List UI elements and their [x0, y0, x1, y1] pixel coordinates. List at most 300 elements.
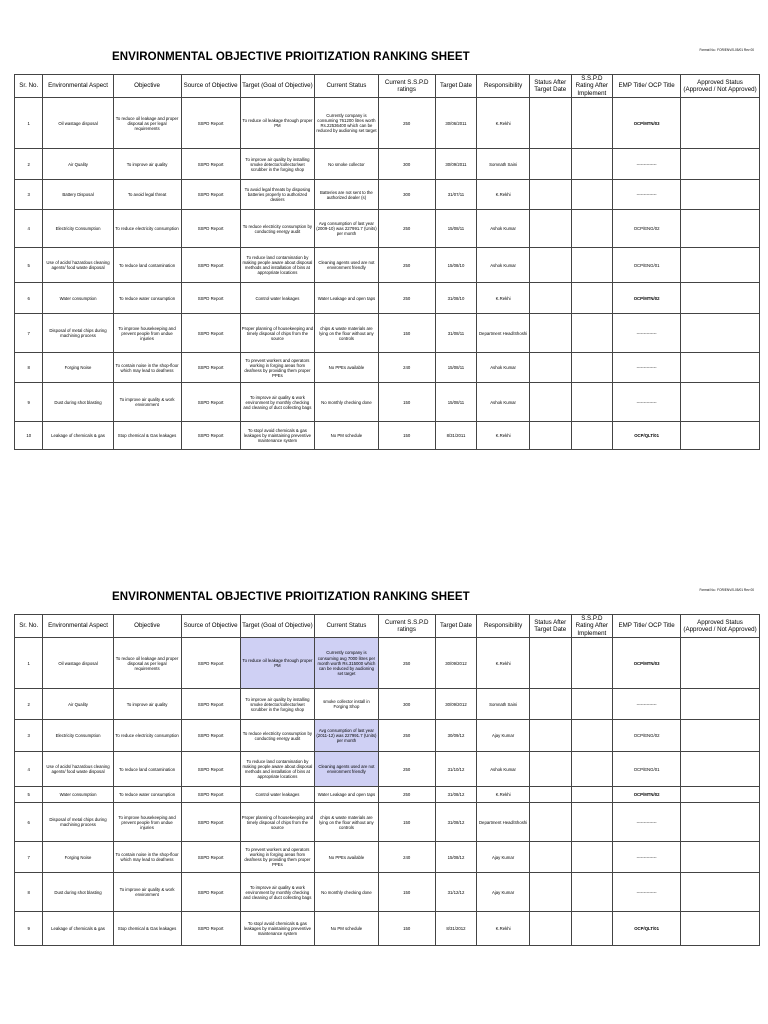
- cell-current-status: Water Leakage and open taps: [315, 283, 379, 314]
- cell-sr-no: 10: [15, 422, 43, 450]
- cell-target: Control water leakages: [240, 787, 315, 803]
- cell-sspd-rating-after: [571, 638, 613, 689]
- cell-approved-status: [681, 873, 760, 912]
- cell-sr-no: 9: [15, 383, 43, 422]
- cell-status-after-target-date: [529, 720, 571, 752]
- cell-current-sspd-rating: 240: [378, 353, 435, 383]
- cell-current-status: Avg consumption of last year (2011-12) was 227991.7 (Units) per month: [315, 720, 379, 752]
- cell-current-status: Water Leakage and open taps: [315, 787, 379, 803]
- cell-sspd-rating-after: [571, 314, 613, 353]
- cell-source-of-objective: SSPD Report: [181, 720, 240, 752]
- cell-emp-ocp-title: OCP/MTN/02: [613, 787, 681, 803]
- cell-approved-status: [681, 787, 760, 803]
- cell-objective: To reduce land contamination: [113, 248, 181, 283]
- cell-objective: To contain noise in the shop-floor which may lead to deafness: [113, 842, 181, 873]
- cell-target: To reduce electricity consumption by conducting energy audit: [240, 210, 315, 248]
- column-header-responsibility: Responsibility: [477, 615, 530, 638]
- cell-environmental-aspect: Forging Noise: [43, 842, 113, 873]
- header-row: [15, 75, 760, 98]
- cell-target: To prevent workers and operators working in forging areas from deafness by providing them proper PPEs: [240, 353, 315, 383]
- cell-target-date: 15/08/12: [435, 842, 477, 873]
- cell-emp-ocp-title: --------------: [613, 314, 681, 353]
- cell-sr-no: 6: [15, 803, 43, 842]
- cell-current-sspd-rating: 250: [378, 283, 435, 314]
- cell-objective: To improve housekeeping and prevent people from undue injuries: [113, 803, 181, 842]
- cell-sspd-rating-after: [571, 422, 613, 450]
- cell-objective: To reduce electricity consumption: [113, 720, 181, 752]
- cell-current-status: No PPEs available: [315, 842, 379, 873]
- cell-sr-no: 1: [15, 638, 43, 689]
- column-header-current-sspd-rating: Current S.S.P.D ratings: [378, 75, 435, 98]
- cell-source-of-objective: SSPD Report: [181, 283, 240, 314]
- column-header-status-after-target-date: Status After Target Date: [529, 615, 571, 638]
- cell-target-date: 15/08/11: [435, 383, 477, 422]
- cell-target: To improve air quality & work environment by monthly checking and cleaning of duct collecting bags: [240, 873, 315, 912]
- cell-target-date: 31/08/12: [435, 803, 477, 842]
- cell-source-of-objective: SSPD Report: [181, 149, 240, 180]
- cell-status-after-target-date: [529, 873, 571, 912]
- ranking-table: [14, 74, 760, 450]
- cell-responsibility: Department Head/Shoshi: [477, 803, 530, 842]
- table-body: [15, 98, 760, 450]
- cell-sr-no: 9: [15, 912, 43, 946]
- cell-status-after-target-date: [529, 314, 571, 353]
- cell-sspd-rating-after: [571, 353, 613, 383]
- cell-sr-no: 7: [15, 314, 43, 353]
- cell-approved-status: [681, 638, 760, 689]
- table-row: [15, 638, 760, 689]
- cell-objective: To reduce oil leakage and proper disposal as per legal requirements: [113, 638, 181, 689]
- cell-sr-no: 1: [15, 98, 43, 149]
- column-header-responsibility: Responsibility: [477, 75, 530, 98]
- cell-objective: To reduce water consumption: [113, 787, 181, 803]
- cell-current-status: chips & waste materials are lying on the floor without any controls: [315, 314, 379, 353]
- cell-current-sspd-rating: 250: [378, 787, 435, 803]
- cell-approved-status: [681, 353, 760, 383]
- cell-target: Proper planning of housekeeping and timely disposal of chips from the source: [240, 314, 315, 353]
- column-header-sspd-rating-after: S.S.P.D Rating After Implement: [571, 75, 613, 98]
- cell-target-date: 30/09/12: [435, 720, 477, 752]
- cell-target: To reduce oil leakage through proper PM: [240, 98, 315, 149]
- cell-emp-ocp-title: --------------: [613, 353, 681, 383]
- cell-sr-no: 2: [15, 149, 43, 180]
- cell-target: To stop/ avoid chemicals & gas leakages by maintaining preventive maintenance system: [240, 422, 315, 450]
- cell-environmental-aspect: Forging Noise: [43, 353, 113, 383]
- cell-source-of-objective: SSPD Report: [181, 180, 240, 210]
- table-row: [15, 752, 760, 787]
- cell-approved-status: [681, 752, 760, 787]
- sheet-title: ENVIRONMENTAL OBJECTIVE PRIOITIZATION RANKING SHEET: [112, 51, 470, 63]
- cell-target-date: 30/09/2012: [435, 638, 477, 689]
- cell-objective: To improve air quality: [113, 689, 181, 720]
- cell-status-after-target-date: [529, 210, 571, 248]
- cell-environmental-aspect: Leakage of chemicals & gas: [43, 422, 113, 450]
- cell-target-date: 30/09/2011: [435, 149, 477, 180]
- cell-emp-ocp-title: OCP/MTN/03: [613, 638, 681, 689]
- cell-environmental-aspect: Disposal of metal chips during machining process: [43, 803, 113, 842]
- cell-approved-status: [681, 689, 760, 720]
- cell-environmental-aspect: Water consumption: [43, 787, 113, 803]
- cell-source-of-objective: SSPD Report: [181, 314, 240, 353]
- cell-responsibility: K.Rekhi: [477, 180, 530, 210]
- cell-sr-no: 3: [15, 180, 43, 210]
- cell-sspd-rating-after: [571, 210, 613, 248]
- column-header-emp-ocp-title: EMP Title/ OCP Title: [613, 615, 681, 638]
- cell-source-of-objective: SSPD Report: [181, 98, 240, 149]
- cell-approved-status: [681, 149, 760, 180]
- cell-source-of-objective: SSPD Report: [181, 383, 240, 422]
- cell-environmental-aspect: Air Quality: [43, 149, 113, 180]
- cell-environmental-aspect: Oil wastage disposal: [43, 638, 113, 689]
- cell-responsibility: Ashok Kumar: [477, 752, 530, 787]
- cell-objective: Stop chemical & Gas leakages: [113, 422, 181, 450]
- cell-sr-no: 4: [15, 210, 43, 248]
- column-header-target: Target (Goal of Objective): [240, 75, 315, 98]
- cell-status-after-target-date: [529, 248, 571, 283]
- cell-current-status: Cleaning agents used are not environment friendly: [315, 752, 379, 787]
- cell-status-after-target-date: [529, 912, 571, 946]
- cell-sr-no: 2: [15, 689, 43, 720]
- cell-objective: To reduce water consumption: [113, 283, 181, 314]
- cell-current-sspd-rating: 250: [378, 720, 435, 752]
- cell-sspd-rating-after: [571, 787, 613, 803]
- cell-responsibility: Somnath Saini: [477, 689, 530, 720]
- cell-sspd-rating-after: [571, 803, 613, 842]
- cell-sr-no: 8: [15, 873, 43, 912]
- column-header-sspd-rating-after: S.S.P.D Rating After Implement: [571, 615, 613, 638]
- cell-target-date: 31/08/11: [435, 314, 477, 353]
- cell-objective: To avoid legal threat: [113, 180, 181, 210]
- cell-approved-status: [681, 283, 760, 314]
- cell-current-status: No PM schedule: [315, 912, 379, 946]
- cell-approved-status: [681, 314, 760, 353]
- cell-current-status: No smoke collector: [315, 149, 379, 180]
- cell-current-sspd-rating: 150: [378, 873, 435, 912]
- cell-status-after-target-date: [529, 842, 571, 873]
- cell-current-sspd-rating: 250: [378, 210, 435, 248]
- cell-status-after-target-date: [529, 422, 571, 450]
- table-row: [15, 149, 760, 180]
- cell-status-after-target-date: [529, 689, 571, 720]
- cell-source-of-objective: SSPD Report: [181, 689, 240, 720]
- cell-emp-ocp-title: OCP/ENG/01: [613, 752, 681, 787]
- cell-sspd-rating-after: [571, 98, 613, 149]
- table-row: [15, 248, 760, 283]
- cell-objective: To improve air quality & work environment: [113, 383, 181, 422]
- cell-source-of-objective: SSPD Report: [181, 873, 240, 912]
- cell-target: Control water leakages: [240, 283, 315, 314]
- table-row: [15, 314, 760, 353]
- column-header-target: Target (Goal of Objective): [240, 615, 315, 638]
- cell-status-after-target-date: [529, 283, 571, 314]
- cell-approved-status: [681, 383, 760, 422]
- column-header-current-status: Current Status: [315, 615, 379, 638]
- cell-target-date: 8/31/2012: [435, 912, 477, 946]
- cell-current-sspd-rating: 150: [378, 912, 435, 946]
- cell-sspd-rating-after: [571, 383, 613, 422]
- cell-current-status: No PPEs available: [315, 353, 379, 383]
- cell-current-status: smoke collector install in Forging Shop: [315, 689, 379, 720]
- cell-responsibility: Somnath Saini: [477, 149, 530, 180]
- cell-target: To improve air quality & work environment by monthly checking and cleaning of duct collecting bags: [240, 383, 315, 422]
- cell-responsibility: K.Rekhi: [477, 787, 530, 803]
- cell-environmental-aspect: Air Quality: [43, 689, 113, 720]
- cell-sr-no: 8: [15, 353, 43, 383]
- cell-current-sspd-rating: 250: [378, 752, 435, 787]
- table-row: [15, 787, 760, 803]
- cell-target: To avoid legal threats by disposing batteries properly to authorized dealers: [240, 180, 315, 210]
- cell-sr-no: 3: [15, 720, 43, 752]
- cell-environmental-aspect: Dust during shot blasting: [43, 873, 113, 912]
- cell-current-sspd-rating: 150: [378, 422, 435, 450]
- cell-current-status: Cleaning agents used are not environment friendly: [315, 248, 379, 283]
- cell-emp-ocp-title: --------------: [613, 383, 681, 422]
- cell-emp-ocp-title: OCP/MTN/03: [613, 98, 681, 149]
- cell-sr-no: 7: [15, 842, 43, 873]
- cell-status-after-target-date: [529, 787, 571, 803]
- cell-objective: To reduce oil leakage and proper disposal as per legal requirements: [113, 98, 181, 149]
- cell-target-date: 31/10/12: [435, 752, 477, 787]
- cell-status-after-target-date: [529, 353, 571, 383]
- cell-sr-no: 6: [15, 283, 43, 314]
- table-row: [15, 383, 760, 422]
- cell-current-sspd-rating: 150: [378, 314, 435, 353]
- column-header-status-after-target-date: Status After Target Date: [529, 75, 571, 98]
- format-number: Format No.: FOR/ENV/0-05/01 Rev 00: [699, 48, 754, 52]
- column-header-approved-status: Approved Status (Approved / Not Approved): [681, 75, 760, 98]
- column-header-sr-no: Sr. No.: [15, 75, 43, 98]
- cell-current-status: Currently company is consuming avg 7000 litres per month worth Rs.315000 which can be reduced by audioning set target: [315, 638, 379, 689]
- cell-sr-no: 5: [15, 248, 43, 283]
- cell-source-of-objective: SSPD Report: [181, 752, 240, 787]
- cell-current-status: Avg consumption of last year (2009-10) was 227991.7 (Units) per month: [315, 210, 379, 248]
- cell-sr-no: 4: [15, 752, 43, 787]
- cell-approved-status: [681, 98, 760, 149]
- cell-status-after-target-date: [529, 98, 571, 149]
- cell-sspd-rating-after: [571, 912, 613, 946]
- cell-target: Proper planning of housekeeping and timely disposal of chips from the source: [240, 803, 315, 842]
- cell-source-of-objective: SSPD Report: [181, 210, 240, 248]
- cell-source-of-objective: SSPD Report: [181, 912, 240, 946]
- table-row: [15, 803, 760, 842]
- cell-environmental-aspect: Electricity Consumption: [43, 720, 113, 752]
- cell-target-date: 15/08/11: [435, 210, 477, 248]
- cell-target: To reduce electricity consumption by conducting energy audit: [240, 720, 315, 752]
- cell-responsibility: K.Rekhi: [477, 422, 530, 450]
- cell-status-after-target-date: [529, 383, 571, 422]
- table-row: [15, 912, 760, 946]
- cell-environmental-aspect: Battery Disposal: [43, 180, 113, 210]
- cell-target: To reduce land contamination by making people aware about disposal methods and installation of bins at appropriate locations: [240, 752, 315, 787]
- format-number: Format No.: FOR/ENV/0-05/01 Rev 00: [699, 588, 754, 592]
- cell-current-status: Batteries are not sent to the authorized dealer (s): [315, 180, 379, 210]
- cell-responsibility: Ashok Kumar: [477, 210, 530, 248]
- column-header-current-sspd-rating: Current S.S.P.D ratings: [378, 615, 435, 638]
- cell-responsibility: Ajay Kumar: [477, 720, 530, 752]
- cell-source-of-objective: SSPD Report: [181, 638, 240, 689]
- cell-current-status: No monthly checking done: [315, 383, 379, 422]
- cell-objective: To improve housekeeping and prevent people from undue injuries: [113, 314, 181, 353]
- table-row: [15, 180, 760, 210]
- cell-target-date: 31/08/12: [435, 787, 477, 803]
- cell-approved-status: [681, 803, 760, 842]
- cell-current-sspd-rating: 150: [378, 383, 435, 422]
- cell-objective: To reduce electricity consumption: [113, 210, 181, 248]
- cell-current-status: No PM schedule: [315, 422, 379, 450]
- cell-sr-no: 5: [15, 787, 43, 803]
- cell-environmental-aspect: Leakage of chemicals & gas: [43, 912, 113, 946]
- column-header-target-date: Target Date: [435, 615, 477, 638]
- cell-target: To reduce oil leakage through proper PM: [240, 638, 315, 689]
- cell-responsibility: Ajay Kumar: [477, 842, 530, 873]
- table-row: [15, 689, 760, 720]
- cell-emp-ocp-title: OCP/QLT/01: [613, 422, 681, 450]
- sheet-title: ENVIRONMENTAL OBJECTIVE PRIOITIZATION RANKING SHEET: [112, 591, 470, 603]
- cell-sspd-rating-after: [571, 873, 613, 912]
- cell-responsibility: Department Head/Shoshi: [477, 314, 530, 353]
- ranking-table: [14, 614, 760, 946]
- cell-objective: Stop chemical & Gas leakages: [113, 912, 181, 946]
- cell-target-date: 8/31/2011: [435, 422, 477, 450]
- column-header-source-of-objective: Source of Objective: [181, 75, 240, 98]
- cell-current-sspd-rating: 240: [378, 842, 435, 873]
- cell-objective: To reduce land contamination: [113, 752, 181, 787]
- cell-approved-status: [681, 842, 760, 873]
- column-header-target-date: Target Date: [435, 75, 477, 98]
- cell-current-sspd-rating: 300: [378, 149, 435, 180]
- cell-responsibility: K.Rekhi: [477, 638, 530, 689]
- cell-sspd-rating-after: [571, 283, 613, 314]
- cell-sspd-rating-after: [571, 720, 613, 752]
- cell-source-of-objective: SSPD Report: [181, 842, 240, 873]
- cell-responsibility: Ashok Kumar: [477, 353, 530, 383]
- cell-emp-ocp-title: --------------: [613, 803, 681, 842]
- cell-emp-ocp-title: OCP/ENG/01: [613, 248, 681, 283]
- cell-status-after-target-date: [529, 638, 571, 689]
- cell-current-sspd-rating: 250: [378, 248, 435, 283]
- cell-current-status: Currently company is consuming 761200 litres worth Rs.22536400 which can be reduced by audioning set target: [315, 98, 379, 149]
- cell-source-of-objective: SSPD Report: [181, 353, 240, 383]
- cell-current-sspd-rating: 250: [378, 638, 435, 689]
- cell-target: To improve air quality by installing smoke detector/collector/wet scrubber in the forging shop: [240, 689, 315, 720]
- table-row: [15, 353, 760, 383]
- column-header-sr-no: Sr. No.: [15, 615, 43, 638]
- table-row: [15, 210, 760, 248]
- column-header-objective: Objective: [113, 75, 181, 98]
- cell-target: To stop/ avoid chemicals & gas leakages by maintaining preventive maintenance system: [240, 912, 315, 946]
- cell-target-date: 31/12/12: [435, 873, 477, 912]
- cell-objective: To contain noise in the shop-floor which may lead to deafness: [113, 353, 181, 383]
- cell-target: To prevent workers and operators working in forging areas from deafness by providing them proper PPEs: [240, 842, 315, 873]
- cell-emp-ocp-title: OCP/MTN/02: [613, 283, 681, 314]
- cell-emp-ocp-title: --------------: [613, 842, 681, 873]
- cell-responsibility: K.Rekhi: [477, 912, 530, 946]
- cell-responsibility: Ashok Kumar: [477, 248, 530, 283]
- cell-status-after-target-date: [529, 803, 571, 842]
- cell-emp-ocp-title: --------------: [613, 149, 681, 180]
- cell-current-sspd-rating: 150: [378, 803, 435, 842]
- cell-emp-ocp-title: --------------: [613, 689, 681, 720]
- column-header-source-of-objective: Source of Objective: [181, 615, 240, 638]
- cell-sspd-rating-after: [571, 752, 613, 787]
- cell-source-of-objective: SSPD Report: [181, 248, 240, 283]
- cell-current-sspd-rating: 300: [378, 180, 435, 210]
- table-row: [15, 98, 760, 149]
- table-row: [15, 422, 760, 450]
- cell-target-date: 30/09/2012: [435, 689, 477, 720]
- cell-emp-ocp-title: OCP/QLT/01: [613, 912, 681, 946]
- cell-source-of-objective: SSPD Report: [181, 787, 240, 803]
- cell-sspd-rating-after: [571, 248, 613, 283]
- cell-source-of-objective: SSPD Report: [181, 422, 240, 450]
- cell-status-after-target-date: [529, 752, 571, 787]
- cell-environmental-aspect: Oil wastage disposal: [43, 98, 113, 149]
- cell-sspd-rating-after: [571, 149, 613, 180]
- cell-status-after-target-date: [529, 180, 571, 210]
- cell-responsibility: K.Rekhi: [477, 283, 530, 314]
- cell-approved-status: [681, 180, 760, 210]
- cell-target-date: 15/08/10: [435, 248, 477, 283]
- cell-emp-ocp-title: --------------: [613, 180, 681, 210]
- cell-sspd-rating-after: [571, 180, 613, 210]
- table-row: [15, 873, 760, 912]
- cell-source-of-objective: SSPD Report: [181, 803, 240, 842]
- table-row: [15, 720, 760, 752]
- cell-target: To reduce land contamination by making people aware about disposal methods and installation of bins at appropriate locations: [240, 248, 315, 283]
- cell-environmental-aspect: Disposal of metal chips during machining process: [43, 314, 113, 353]
- cell-target-date: 31/08/10: [435, 283, 477, 314]
- cell-objective: To improve air quality & work environment: [113, 873, 181, 912]
- cell-responsibility: Ajay Kumar: [477, 873, 530, 912]
- cell-current-status: chips & waste materials are lying on the floor without any controls: [315, 803, 379, 842]
- column-header-approved-status: Approved Status (Approved / Not Approved): [681, 615, 760, 638]
- cell-approved-status: [681, 912, 760, 946]
- cell-sspd-rating-after: [571, 689, 613, 720]
- cell-environmental-aspect: Water consumption: [43, 283, 113, 314]
- header-row: [15, 615, 760, 638]
- cell-emp-ocp-title: OCP/ENG/02: [613, 210, 681, 248]
- column-header-current-status: Current Status: [315, 75, 379, 98]
- cell-sspd-rating-after: [571, 842, 613, 873]
- cell-approved-status: [681, 720, 760, 752]
- column-header-objective: Objective: [113, 615, 181, 638]
- cell-environmental-aspect: Use of acids/ hazardous cleaning agents/ food waste disposal: [43, 248, 113, 283]
- cell-target: To improve air quality by installing smoke detector/collector/wet scrubber in the forging shop: [240, 149, 315, 180]
- cell-approved-status: [681, 422, 760, 450]
- cell-current-sspd-rating: 300: [378, 689, 435, 720]
- cell-emp-ocp-title: OCP/ENG/02: [613, 720, 681, 752]
- cell-target-date: 30/06/2011: [435, 98, 477, 149]
- table-body: [15, 638, 760, 946]
- column-header-environmental-aspect: Environmental Aspect: [43, 75, 113, 98]
- cell-approved-status: [681, 248, 760, 283]
- cell-environmental-aspect: Use of acids/ hazardous cleaning agents/ food waste disposal: [43, 752, 113, 787]
- cell-responsibility: K.Rekhi: [477, 98, 530, 149]
- table-row: [15, 283, 760, 314]
- cell-environmental-aspect: Electricity Consumption: [43, 210, 113, 248]
- cell-current-status: No monthly checking done: [315, 873, 379, 912]
- cell-target-date: 15/08/11: [435, 353, 477, 383]
- cell-current-sspd-rating: 250: [378, 98, 435, 149]
- cell-status-after-target-date: [529, 149, 571, 180]
- column-header-emp-ocp-title: EMP Title/ OCP Title: [613, 75, 681, 98]
- cell-emp-ocp-title: --------------: [613, 873, 681, 912]
- column-header-environmental-aspect: Environmental Aspect: [43, 615, 113, 638]
- table-row: [15, 842, 760, 873]
- cell-target-date: 31/07/11: [435, 180, 477, 210]
- cell-responsibility: Ashok Kumar: [477, 383, 530, 422]
- cell-objective: To improve air quality: [113, 149, 181, 180]
